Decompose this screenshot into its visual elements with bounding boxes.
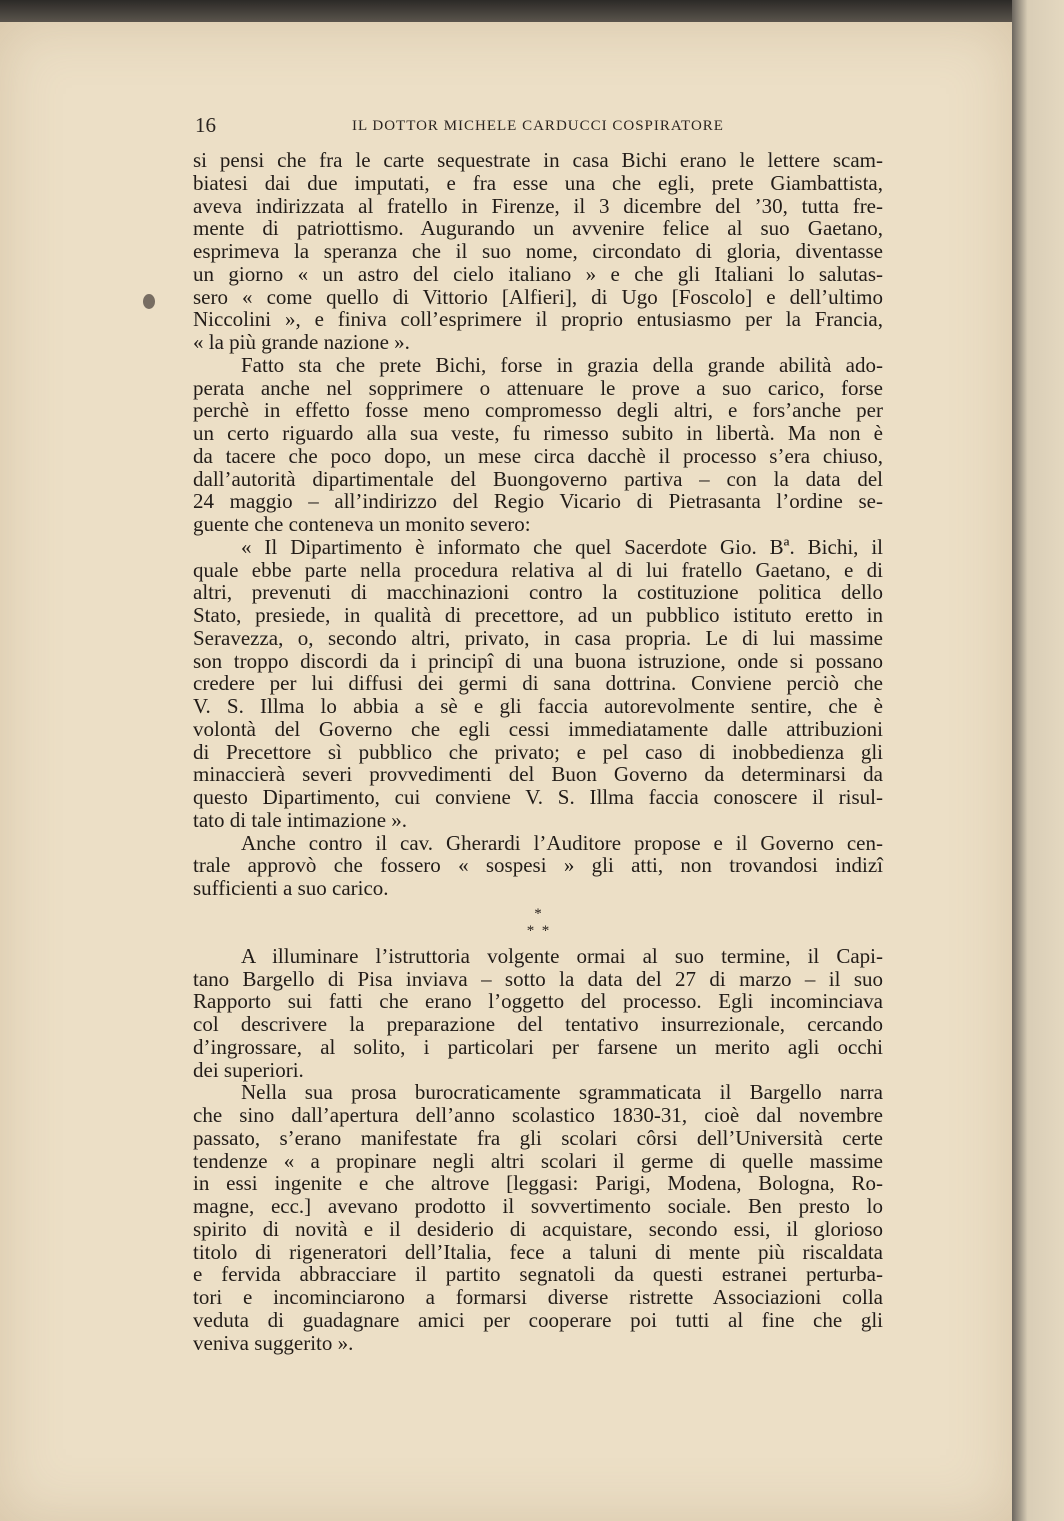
paragraph bbox=[193, 354, 883, 536]
ink-blot bbox=[143, 294, 155, 309]
scan-top-edge bbox=[0, 0, 1012, 22]
text-line: 24 maggio – all’indirizzo del Regio Vicario di Pietrasanta l’ordine se- bbox=[193, 489, 883, 514]
text-line: tano Bargello di Pisa inviava – sotto la data del 27 di marzo – il suo bbox=[193, 966, 883, 991]
asterism-bottom-row: * * bbox=[526, 922, 550, 939]
text-line: sufficienti a suo carico. bbox=[193, 876, 389, 900]
text-line: Nella sua prosa burocraticamente sgrammaticata il Bargello narra bbox=[241, 1080, 883, 1105]
text-line: passato, s’erano manifestate fra gli scolari côrsi dell’Università certe bbox=[193, 1125, 883, 1150]
text-line: Anche contro il cav. Gherardi l’Auditore propose e il Governo cen- bbox=[241, 830, 883, 855]
text-line: Niccolini », e finiva coll’esprimere il proprio entusiasmo per la Francia, bbox=[193, 307, 883, 332]
page-number: 16 bbox=[195, 113, 216, 137]
paragraph bbox=[193, 945, 883, 1082]
text-line: volontà del Governo che egli cessi immediatamente dalle attribuzioni bbox=[193, 716, 883, 741]
text-line: tendenze « a propinare negli altri scolari il germe di quelle massime bbox=[193, 1148, 883, 1173]
text-line: spirito di novità e il desiderio di acquistare, secondo essi, il glorioso bbox=[193, 1216, 883, 1241]
text-line: d’ingrossare, al solito, i particolari per farsene un merito agli occhi bbox=[193, 1034, 883, 1059]
section-break-asterism bbox=[193, 900, 883, 945]
text-line: di Precettore sì pubblico che privato; e pel caso di inobbedienza gli bbox=[193, 739, 883, 764]
text-line: veduta di guadagnare amici per cooperare poi tutti al fine che gli bbox=[193, 1307, 883, 1332]
text-line: A illuminare l’istruttoria volgente ormai al suo termine, il Capi- bbox=[241, 943, 883, 968]
text-line: guente che conteneva un monito severo: bbox=[193, 512, 531, 536]
text-line: col descrivere la preparazione del tentativo insurrezionale, cercando bbox=[193, 1012, 883, 1036]
text-line: titolo di rigeneratori dell’Italia, fece a taluni di mente più riscaldata bbox=[193, 1239, 883, 1264]
page-body bbox=[193, 149, 883, 1354]
text-line: credere per lui diffusi dei germi di sana dottrina. Conviene perciò che bbox=[193, 671, 883, 696]
paragraph bbox=[193, 1081, 883, 1354]
text-line: perchè in effetto fosse meno compromesso degli altri, e fors’anche per bbox=[193, 398, 883, 423]
text-line: un certo riguardo alla sua veste, fu rimesso subito in libertà. Ma non è bbox=[193, 421, 883, 445]
text-line: Seravezza, o, secondo altri, privato, in casa propria. Le di lui massime bbox=[193, 625, 883, 650]
adjacent-page-edge bbox=[1012, 0, 1064, 1521]
text-line: magne, ecc.] avevano prodotto il sovvertimento sociale. Ben presto lo bbox=[193, 1194, 883, 1218]
text-line: tato di tale intimazione ». bbox=[193, 807, 408, 832]
asterism-top-row: * bbox=[534, 905, 542, 922]
running-title: IL DOTTOR MICHELE CARDUCCI COSPIRATORE bbox=[352, 118, 724, 134]
text-line: veniva suggerito ». bbox=[193, 1330, 354, 1355]
page-header bbox=[193, 113, 883, 139]
paragraph bbox=[193, 536, 883, 832]
text-line: esprimeva la speranza che il suo nome, circondato di gloria, diventasse bbox=[193, 239, 883, 263]
text-line: in essi ingenite e che altrove [leggasi: Parigi, Modena, Bologna, Ro- bbox=[193, 1171, 883, 1196]
text-line: tori e incominciarono a formarsi diverse ristrette Associazioni colla bbox=[193, 1285, 883, 1309]
paragraph bbox=[193, 832, 883, 900]
text-line: sero « come quello di Vittorio [Alfieri], di Ugo [Foscolo] e dell’ultimo bbox=[193, 284, 883, 309]
text-line: dei superiori. bbox=[193, 1057, 304, 1082]
text-line: dall’autorità dipartimentale del Buongoverno partiva – con la data del bbox=[193, 466, 883, 491]
text-line: altri, prevenuti di macchinazioni contro la costituzione politica dello bbox=[193, 580, 883, 605]
text-line: questo Dipartimento, cui conviene V. S. Illma faccia conoscere il risul- bbox=[193, 785, 883, 809]
paragraph bbox=[193, 149, 883, 354]
text-line: son troppo discordi da i principî di una buona istruzione, onde si possano bbox=[193, 648, 883, 673]
text-line: da tacere che poco dopo, un mese circa dacchè il processo s’era chiuso, bbox=[193, 443, 883, 468]
text-line: trale approvò che fossero « sospesi » gli atti, non trovandosi indizî bbox=[193, 853, 883, 878]
text-line: « Il Dipartimento è informato che quel Sacerdote Gio. Bª. Bichi, il bbox=[241, 534, 883, 559]
text-line: mente di patriottismo. Augurando un avvenire felice al suo Gaetano, bbox=[193, 216, 883, 241]
text-line: perata anche nel sopprimere o attenuare le prove a suo carico, forse bbox=[193, 375, 883, 400]
text-line: si pensi che fra le carte sequestrate in casa Bichi erano le lettere scam- bbox=[193, 148, 883, 172]
text-line: « la più grande nazione ». bbox=[193, 330, 410, 354]
text-line: minaccierà severi provvedimenti del Buon Governo da determinarsi da bbox=[193, 762, 883, 787]
text-line: Fatto sta che prete Bichi, forse in grazia della grande abilità ado- bbox=[241, 352, 883, 377]
text-line: Stato, presiede, in qualità di precettore, ad un pubblico istituto eretto in bbox=[193, 603, 883, 627]
text-line: biatesi dai due imputati, e fra esse una che egli, prete Giambattista, bbox=[193, 170, 883, 195]
text-line: aveva indirizzata al fratello in Firenze, il 3 dicembre del ’30, tutta fre- bbox=[193, 193, 883, 218]
text-line: quale ebbe parte nella procedura relativa al di lui fratello Gaetano, e di bbox=[193, 557, 883, 582]
text-line: e fervida abbracciare il partito segnatoli da questi estranei perturba- bbox=[193, 1262, 883, 1287]
text-line: che sino dall’apertura dell’anno scolastico 1830-31, cioè dal novembre bbox=[193, 1103, 883, 1127]
text-line: Rapporto sui fatti che erano l’oggetto del processo. Egli incominciava bbox=[193, 989, 883, 1014]
text-line: V. S. Illma lo abbia a sè e gli faccia autorevolmente sentire, che è bbox=[193, 694, 883, 718]
text-line: un giorno « un astro del cielo italiano » e che gli Italiani lo salutas- bbox=[193, 261, 883, 286]
